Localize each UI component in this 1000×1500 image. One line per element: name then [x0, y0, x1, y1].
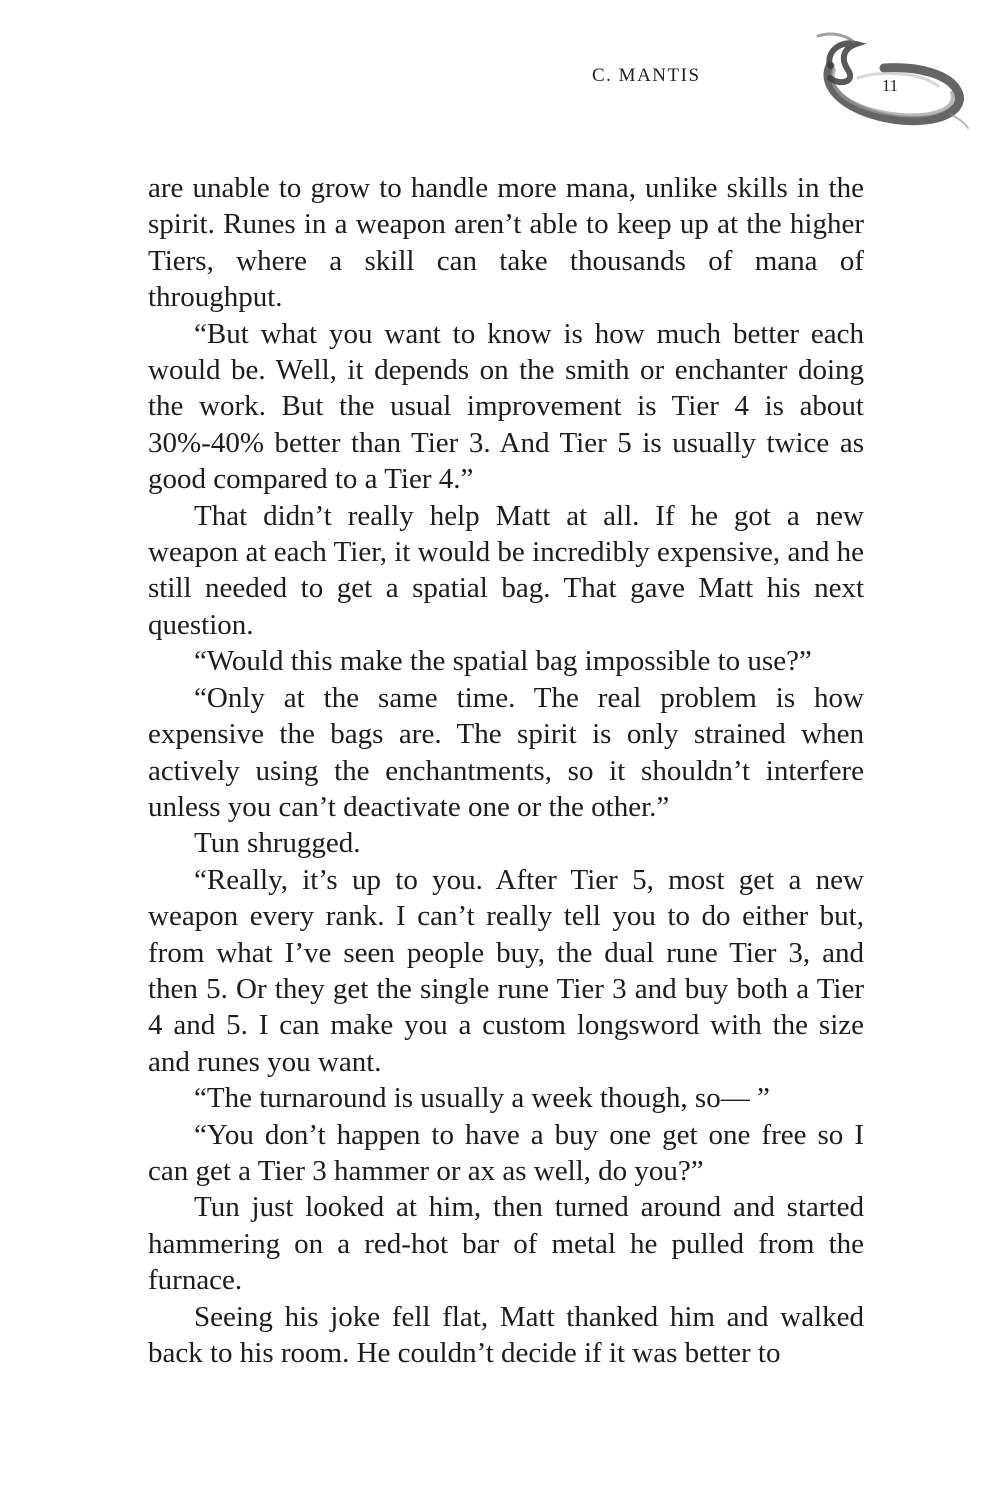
paragraph: “The turnaround is usually a week though, so— ”	[194, 1082, 770, 1115]
paragraph: “Would this make the spatial bag impossible to use?”	[194, 645, 812, 678]
paragraph: Tun shrugged.	[194, 827, 361, 860]
page-number: 11	[881, 76, 899, 95]
paragraph: Seeing his joke fell flat, Matt thanked him and walked back to his room. He couldn’t decide if it was better to	[148, 1300, 864, 1369]
paragraph: “Really, it’s up to you. After Tier 5, most get a new weapon every rank. I can’t really tell you to do either but, from what I’ve seen people buy, the dual rune Tier 3, and then 5. Or they get the single rune Tier 3 and buy both a Tier 4 and 5. I can make you a custom longsword with the size and runes you want.	[148, 863, 864, 1078]
paragraph: Tun just looked at him, then turned around and started hammering on a red-hot bar of metal he pulled from the furnace.	[148, 1191, 864, 1297]
paragraph: are unable to grow to handle more mana, unlike skills in the spirit. Runes in a weapon aren’t able to keep up at the higher Tiers, where a skill can take thousands of mana of throughput.	[148, 172, 864, 314]
running-head	[0, 64, 1000, 104]
author-name: C. MANTIS	[592, 65, 701, 86]
body-text	[148, 170, 864, 1371]
paragraph: “You don’t happen to have a buy one get one free so I can get a Tier 3 hammer or ax as well, do you?”	[148, 1118, 864, 1187]
paragraph: “But what you want to know is how much better each would be. Well, it depends on the smith or enchanter doing the work. But the usual improvement is Tier 4 is about 30%-40% better than Tier 3. And Tier 5 is usually twice as good compared to a Tier 4.”	[148, 317, 864, 496]
paragraph: That didn’t really help Matt at all. If he got a new weapon at each Tier, it would be incredibly expensive, and he still needed to get a spatial bag. That gave Matt his next question.	[148, 499, 864, 641]
paragraph: “Only at the same time. The real problem is how expensive the bags are. The spirit is only strained when actively using the enchantments, so it shouldn’t interfere unless you can’t deactivate one or the other.”	[148, 681, 864, 823]
